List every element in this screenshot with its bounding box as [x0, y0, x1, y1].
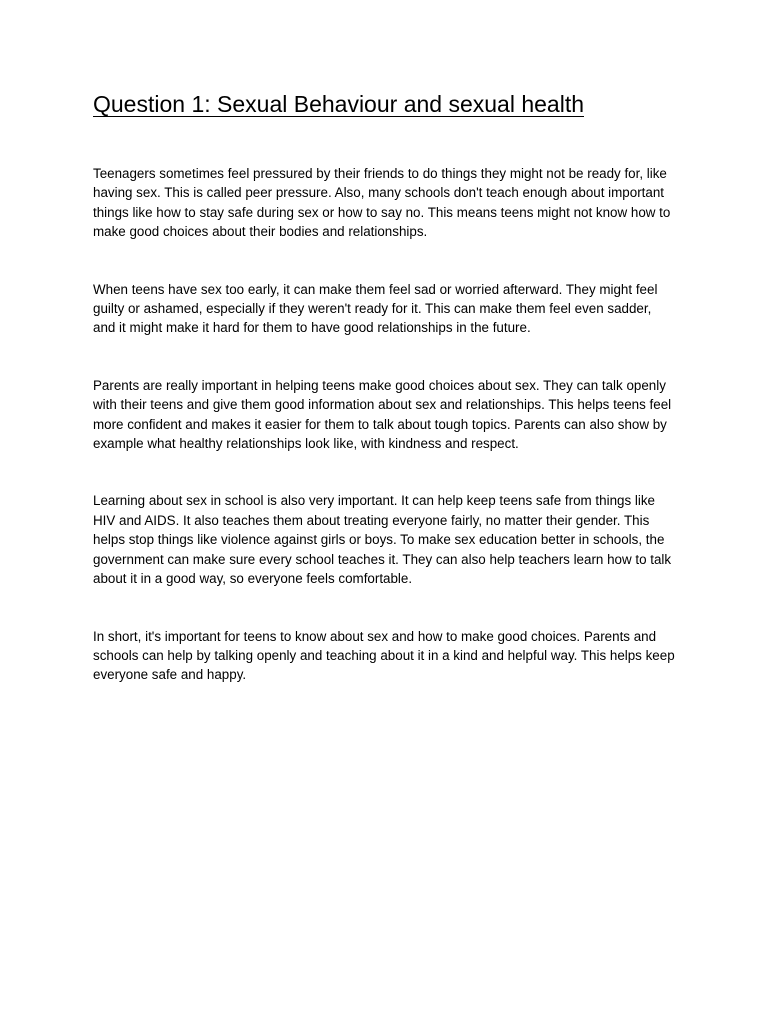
paragraph-peer-pressure: Teenagers sometimes feel pressured by their friends to do things they might not be ready for, like having sex. This is called peer pressure. Also, many schools don't teach enough about important things like how to stay safe during sex or how to say no. This means teens might not know how to make good choices about their bodies and relationships. [93, 166, 671, 240]
page-title: Question 1: Sexual Behaviour and sexual health [93, 91, 584, 117]
paragraph-sex-education: Learning about sex in school is also very important. It can help keep teens safe from things like HIV and AIDS. It also teaches them about treating everyone fairly, no matter their gender. This helps stop things like violence against girls or boys. To make sex education better in schools, the government can make sure every school teaches it. They can also help teachers learn how to talk about it in a good way, so everyone feels comfortable. [93, 493, 672, 587]
paragraph-conclusion: In short, it's important for teens to know about sex and how to make good choices. Parents and schools can help by talking openly and teaching about it in a kind and helpful way. This helps keep everyone safe and happy. [93, 628, 675, 683]
paragraph-parents-role: Parents are really important in helping teens make good choices about sex. They can talk openly with their teens and give them good information about sex and relationships. This helps teens feel more confident and makes it easier for them to talk about tough topics. Parents can also show by example what healthy relationships look like, with kindness and respect. [93, 377, 672, 452]
paragraph-emotional-effects: When teens have sex too early, it can make them feel sad or worried afterward. They might feel guilty or ashamed, especially if they weren't ready for it. This can make them feel even sadder, and it might make it hard for them to have good relationships in the future. [93, 281, 658, 336]
